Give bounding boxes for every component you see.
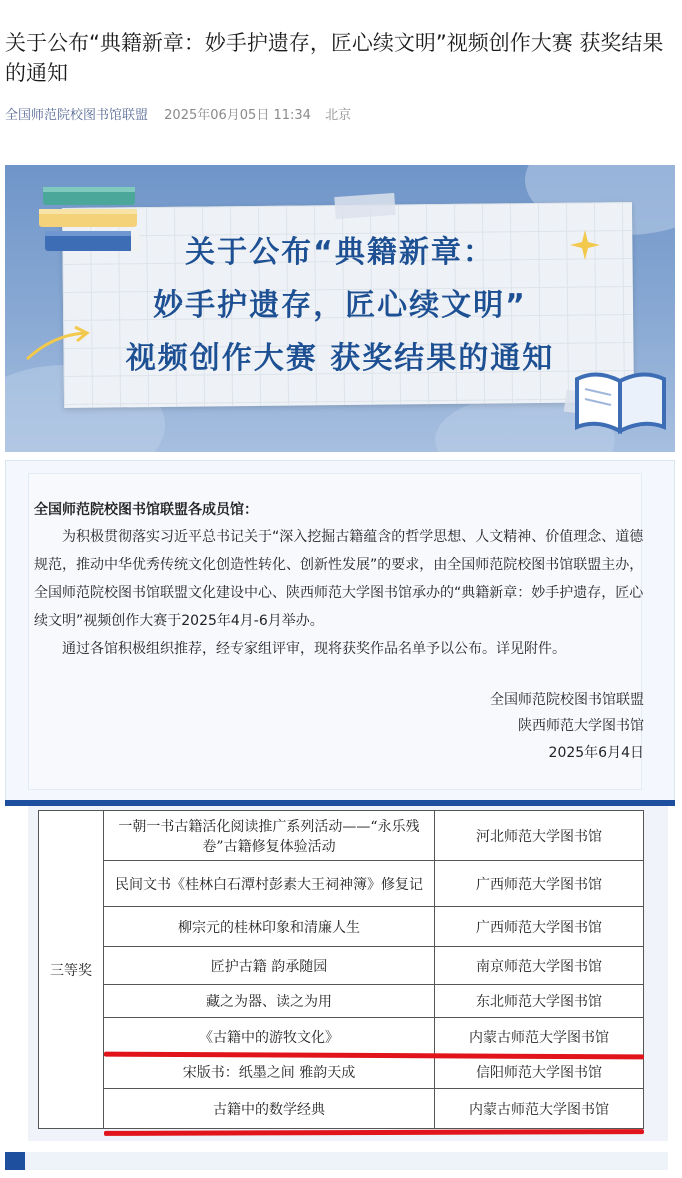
award-library: 东北师范大学图书馆 [435, 985, 644, 1018]
notice-paragraph-1: 为积极贯彻落实习近平总书记关于“深入挖掘古籍蕴含的哲学思想、人文精神、价值理念、道德规范，推动中华优秀传统文化创造性转化、创新性发展”的要求，由全国师范院校图书馆联盟主办，全国师范院校图书馆联盟文化建设中心、陕西师范大学图书馆承办的“典籍新章：妙手护遗存，匠心续文明”视频创作大赛于2025年4月-6月举办。 [34, 529, 644, 629]
award-library: 南京师范大学图书馆 [435, 947, 644, 985]
table-row [39, 811, 644, 861]
publish-location: 北京 [325, 108, 352, 123]
award-table [38, 810, 644, 1129]
notice-date: 2025年6月4日 [548, 745, 644, 761]
award-work: 古籍中的数学经典 [104, 1089, 435, 1129]
banner-title-line3: 视频创作大赛 获奖结果的通知 [125, 341, 555, 376]
notice-paragraph-2: 通过各馆积极组织推荐，经专家组评审，现将获奖作品名单予以公布。详见附件。 [62, 641, 566, 657]
award-table-image [28, 806, 668, 1141]
table-row [39, 861, 644, 907]
table-row [39, 1089, 644, 1129]
award-work: 藏之为器、读之为用 [104, 985, 435, 1018]
table-row [39, 1018, 644, 1056]
banner-title-line1: 关于公布“典籍新章： [185, 235, 495, 270]
table-row [39, 1056, 644, 1089]
banner-title-line2: 妙手护遗存，匠心续文明” [153, 288, 527, 323]
award-library: 广西师范大学图书馆 [435, 907, 644, 947]
table-row [39, 985, 644, 1018]
notice-signature-library: 陕西师范大学图书馆 [518, 718, 644, 734]
award-work: 《古籍中的游牧文化》 [104, 1018, 435, 1056]
table-row [39, 907, 644, 947]
notice-signature-org: 全国师范院校图书馆联盟 [490, 692, 644, 708]
notice-greeting: 全国师范院校图书馆联盟各成员馆： [34, 502, 258, 518]
award-work: 一朝一书古籍活化阅读推广系列活动——“永乐残卷”古籍修复体验活动 [104, 811, 435, 861]
award-level-cell: 三等奖 [39, 811, 104, 1129]
table-row [39, 947, 644, 985]
award-library: 内蒙古师范大学图书馆 [435, 1089, 644, 1129]
award-library: 信阳师范大学图书馆 [435, 1056, 644, 1089]
cover-banner [5, 165, 675, 452]
article-title: 关于公布“典籍新章：妙手护遗存，匠心续文明”视频创作大赛 获奖结果的通知 [5, 31, 664, 85]
source-account-link[interactable]: 全国师范院校图书馆联盟 [5, 108, 149, 123]
award-library: 广西师范大学图书馆 [435, 861, 644, 907]
publish-time: 2025年06月05日 11:34 [164, 108, 311, 123]
award-library: 内蒙古师范大学图书馆 [435, 1018, 644, 1056]
divider-bar [5, 1152, 25, 1170]
award-work: 柳宗元的桂林印象和清廉人生 [104, 907, 435, 947]
open-book-icon [573, 365, 668, 435]
notice-panel [5, 460, 675, 802]
award-work: 民间文书《桂林白石潭村彭素大王祠神簿》修复记 [104, 861, 435, 907]
award-library: 河北师范大学图书馆 [435, 811, 644, 861]
article-meta [5, 104, 351, 123]
award-work: 匠护古籍 韵承随园 [104, 947, 435, 985]
award-work: 宋版书：纸墨之间 雅韵天成 [104, 1056, 435, 1089]
image-bottom-edge [25, 1152, 668, 1170]
